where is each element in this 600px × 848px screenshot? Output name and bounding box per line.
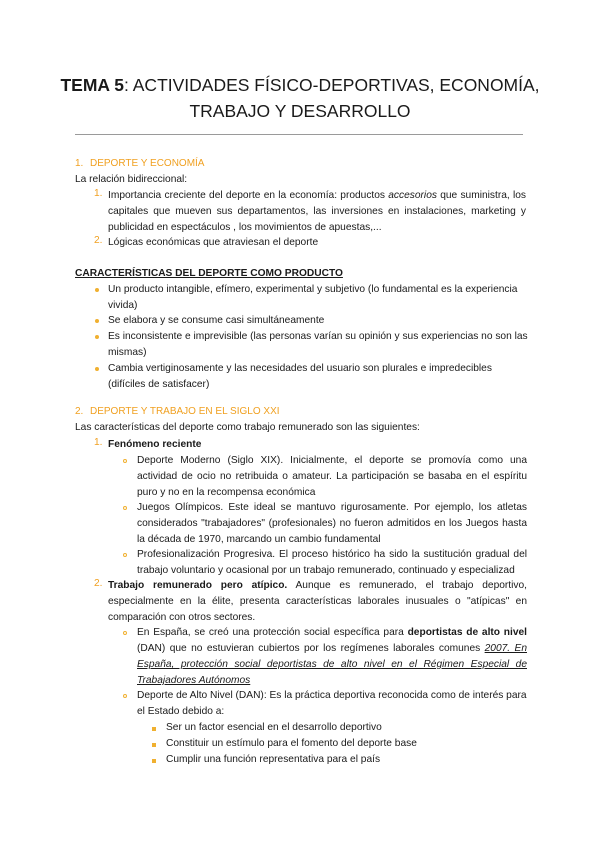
bullet-icon <box>95 288 99 292</box>
s2-item1-sub: Juegos Olímpicos. Este ideal se mantuvo rigurosamente. Por ejemplo, los atletas considerados "trabajadores" (profesionales) no fueron admitidos en los Juegos hasta la década de 1970, marcando un cambio fundamental <box>137 502 527 545</box>
title-bold: TEMA 5 <box>60 75 124 95</box>
circle-bullet-icon <box>123 694 127 698</box>
square-bullet-icon <box>152 759 156 763</box>
s1-item2-text: Lógicas económicas que atraviesan el deporte <box>108 237 319 248</box>
section2-title: DEPORTE Y TRABAJO EN EL SIGLO XXI <box>90 406 280 417</box>
s2-item1-title: Fenómeno reciente <box>108 439 202 450</box>
s2-item2-sub2: Deporte de Alto Nivel (DAN): Es la práctica deportiva reconocida como de interés para el Estado debido a: <box>137 690 527 717</box>
page-title <box>40 72 560 124</box>
characteristic-item: Es inconsistente e imprevisible (las personas varían su opinión y sus experiencias no son las mismas) <box>108 331 528 358</box>
s2-item1-sub: Deporte Moderno (Siglo XIX). Inicialmente, el deporte se promovía como una actividad de ocio no retribuida o amateur. La participación se basaba en el espíritu puro y no en la recompensa económica <box>137 455 527 498</box>
s2-item2-sub1: En España, se creó una protección social específica para deportistas de alto nivel (DAN) que no estuvieran cubiertos por los regímenes laborales comunes 2007. En España, protección social deportistas de alto nivel en el Régimen Especial de Trabajadores Autónomos <box>137 627 527 686</box>
title-line2: TRABAJO Y DESARROLLO <box>189 101 411 121</box>
characteristic-item: Un producto intangible, efímero, experimental y subjetivo (lo fundamental es la experiencia vivida) <box>108 284 518 311</box>
reference-link[interactable]: 2007. En España, protección social deportistas de alto nivel en el Régimen Especial de Trabajadores Autónomos <box>137 643 527 686</box>
section1-intro: La relación bidireccional: <box>75 174 188 185</box>
title-divider <box>75 134 523 135</box>
section2-heading <box>75 404 280 420</box>
circle-bullet-icon <box>123 631 127 635</box>
bullet-icon <box>95 319 99 323</box>
s2-item2-text: Trabajo remunerado pero atípico. Aunque es remunerado, el trabajo deportivo, especialmente en la élite, presenta características laborales inusuales o "atípicas" en comparación con otros sectores. <box>108 580 527 623</box>
characteristic-item: Cambia vertiginosamente y las necesidades del usuario son plurales e impredecibles (difíciles de satisfacer) <box>108 363 492 390</box>
characteristics-heading: CARACTERÍSTICAS DEL DEPORTE COMO PRODUCTO <box>75 268 343 279</box>
s2-item2-number: 2. <box>94 578 103 589</box>
s1-item1-text: Importancia creciente del deporte en la economía: productos accesorios que suministra, los capitales que mueven sus departamentos, las inversiones en instalaciones, marketing y publicidad en espectáculos , los movimientos de apuestas,... <box>108 190 526 233</box>
square-bullet-icon <box>152 743 156 747</box>
s2-item2-title: Trabajo remunerado pero atípico. <box>108 580 288 591</box>
dan-reason: Constituir un estímulo para el fomento del deporte base <box>166 738 417 749</box>
circle-bullet-icon <box>123 506 127 510</box>
bullet-icon <box>95 367 99 371</box>
section1-heading <box>75 156 204 172</box>
section2-number: 2. <box>75 406 84 417</box>
s1-item2-number: 2. <box>94 235 103 246</box>
characteristic-item: Se elabora y se consume casi simultáneamente <box>108 315 325 326</box>
s1-item1-number: 1. <box>94 188 103 199</box>
section1-number: 1. <box>75 158 84 169</box>
section1-title: DEPORTE Y ECONOMÍA <box>90 158 205 169</box>
circle-bullet-icon <box>123 459 127 463</box>
dan-reason: Cumplir una función representativa para el país <box>166 754 381 765</box>
s2-item1-sub: Profesionalización Progresiva. El proceso histórico ha sido la sustitución gradual del trabajo voluntario y ocasional por un trabajo remunerado, continuado y especializad <box>137 549 527 576</box>
section2-intro: Las características del deporte como trabajo remunerado son las siguientes: <box>75 422 420 433</box>
bullet-icon <box>95 335 99 339</box>
circle-bullet-icon <box>123 553 127 557</box>
title-rest: : ACTIVIDADES FÍSICO-DEPORTIVAS, ECONOMÍA, <box>124 75 540 95</box>
dan-reason: Ser un factor esencial en el desarrollo deportivo <box>166 722 382 733</box>
s2-item1-number: 1. <box>94 437 103 448</box>
square-bullet-icon <box>152 727 156 731</box>
